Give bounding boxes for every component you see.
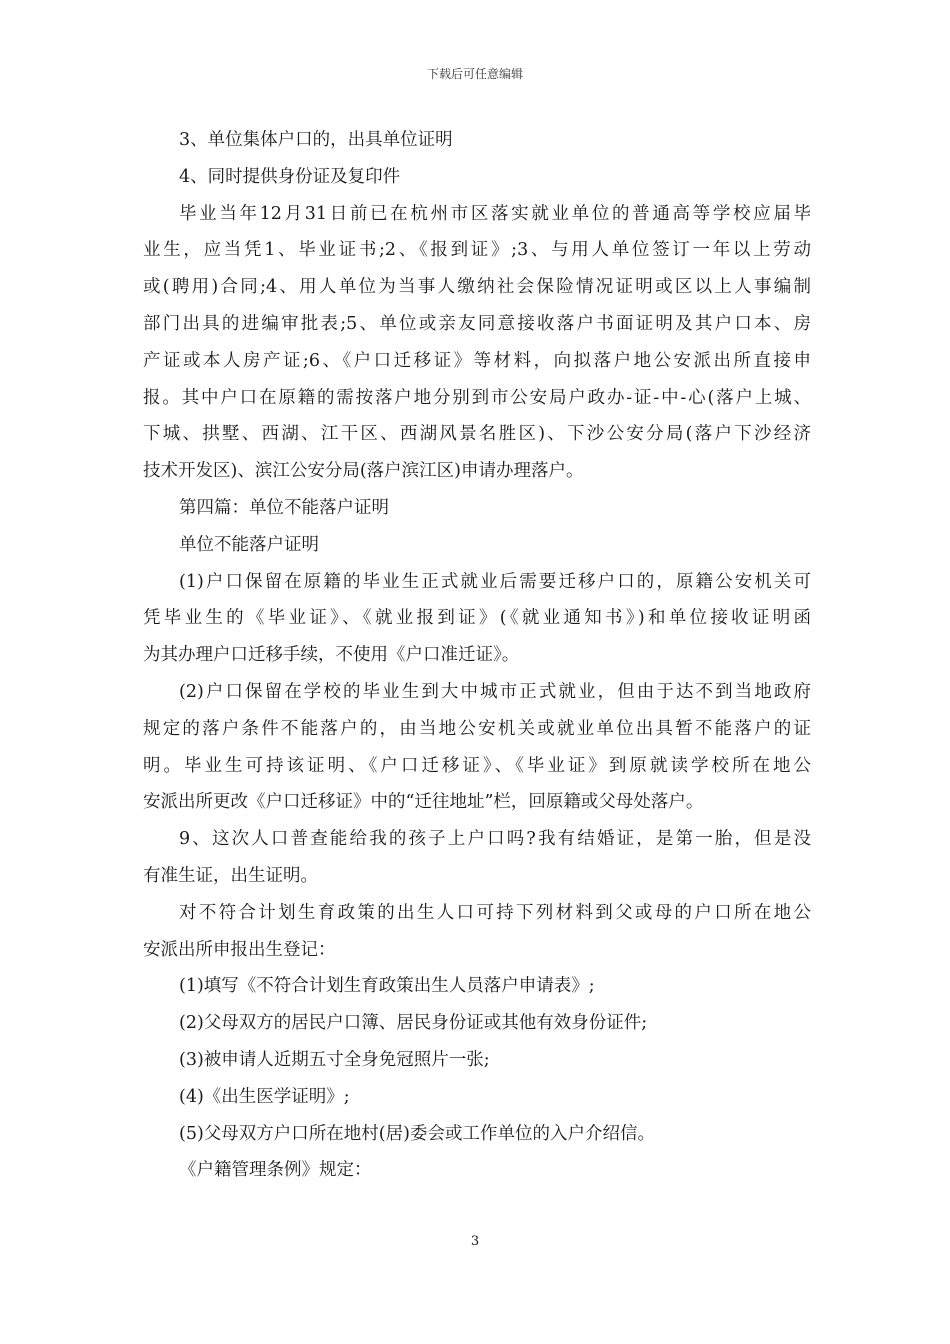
text-line: (2)父母双方的居民户口簿、居民身份证或其他有效身份证件; xyxy=(179,1013,648,1034)
text-line: (1)填写《不符合计划生育政策出生人员落户申请表》; xyxy=(179,976,595,997)
text-line: 单位不能落户证明 xyxy=(179,534,319,555)
text-line: 毕业当年12月31日前已在杭州市区落实就业单位的普通高等学校应届毕 xyxy=(179,203,811,224)
text-line: 技术开发区)、滨江公安分局(落户滨江区)申请办理落户。 xyxy=(143,461,584,482)
text-line: 明。毕业生可持该证明、《户口迁移证》、《毕业证》到原就读学校所在地公 xyxy=(143,755,811,776)
text-line: (5)父母双方户口所在地村(居)委会或工作单位的入户介绍信。 xyxy=(179,1123,655,1144)
text-line: (4)《出生医学证明》; xyxy=(179,1086,350,1107)
text-line: 对不符合计划生育政策的出生人口可持下列材料到父或母的户口所在地公 xyxy=(179,902,811,923)
text-line: 第四篇：单位不能落户证明 xyxy=(179,497,389,518)
text-line: (2)户口保留在学校的毕业生到大中城市正式就业，但由于达不到当地政府 xyxy=(179,681,811,702)
text-line: 报。其中户口在原籍的需按落户地分别到市公安局户政办-证-中-心(落户上城、 xyxy=(143,387,811,408)
text-line: 安派出所更改《户口迁移证》中的“迁往地址”栏，回原籍或父母处落户。 xyxy=(143,792,704,813)
page-number: 3 xyxy=(470,1234,480,1249)
text-line: 或(聘用)合同;4、用人单位为当事人缴纳社会保险情况证明或区以上人事编制 xyxy=(143,277,811,298)
text-line: 规定的落户条件不能落户的，由当地公安机关或就业单位出具暂不能落户的证 xyxy=(143,718,811,739)
text-line: (3)被申请人近期五寸全身免冠照片一张; xyxy=(179,1049,490,1070)
text-line: 凭毕业生的《毕业证》、《就业报到证》(《就业通知书》)和单位接收证明函 xyxy=(143,608,811,629)
text-line: 安派出所申报出生登记： xyxy=(143,939,336,960)
text-line: 为其办理户口迁移手续，不使用《户口准迁证》。 xyxy=(143,645,520,666)
text-line: 3、单位集体户口的，出具单位证明 xyxy=(179,130,453,150)
text-line: (1)户口保留在原籍的毕业生正式就业后需要迁移户口的，原籍公安机关可 xyxy=(179,571,811,592)
text-line: 4、同时提供身份证及复印件 xyxy=(179,166,401,187)
text-line: 有准生证，出生证明。 xyxy=(143,865,318,886)
text-line: 产证或本人房产证;6、《户口迁移证》等材料，向拟落户地公安派出所直接申 xyxy=(143,350,811,371)
document-body xyxy=(143,122,811,1189)
text-line: 部门出具的进编审批表;5、单位或亲友同意接收落户书面证明及其户口本、房 xyxy=(143,313,811,334)
text-line: 业生，应当凭1、毕业证书;2、《报到证》;3、与用人单位签订一年以上劳动 xyxy=(143,240,811,261)
page-header: 下载后可任意编辑 xyxy=(426,67,523,81)
text-line: 《户籍管理条例》规定： xyxy=(179,1160,372,1181)
text-line: 下城、拱墅、西湖、江干区、西湖风景名胜区)、下沙公安分局(落户下沙经济 xyxy=(143,424,811,445)
text-line: 9、这次人口普查能给我的孩子上户口吗?我有结婚证，是第一胎，但是没 xyxy=(179,829,811,850)
